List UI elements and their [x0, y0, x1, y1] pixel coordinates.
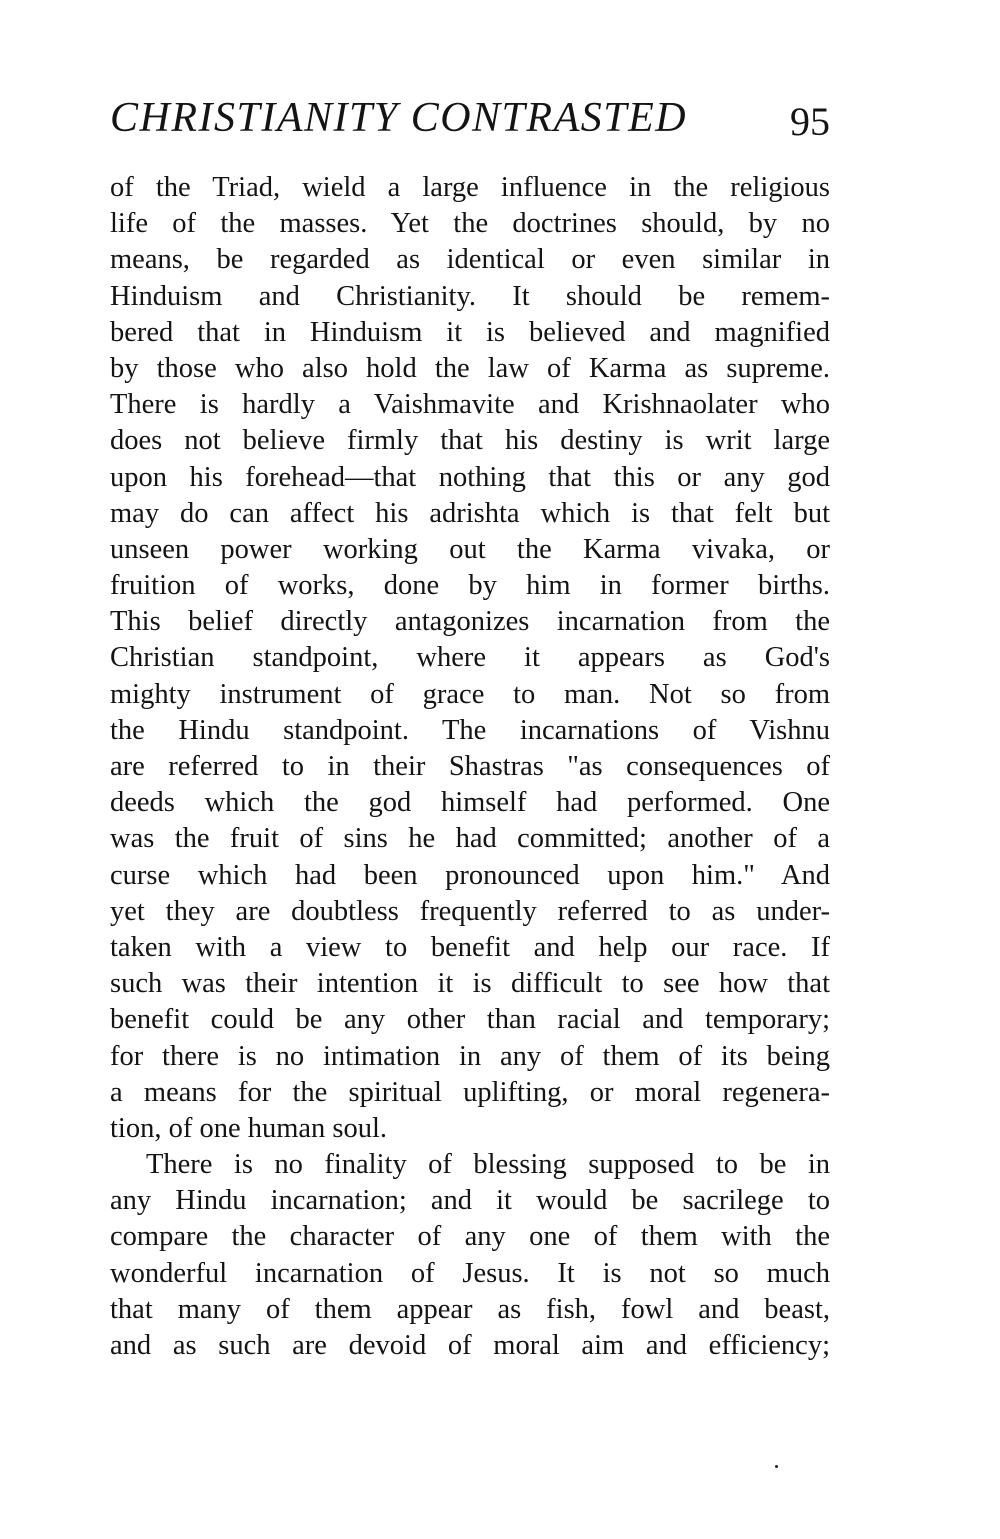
- text-line: of the Triad, wield a large influence in the religious: [110, 172, 830, 203]
- text-line: There is no finality of blessing supposed to be in: [146, 1149, 830, 1181]
- text-line: any Hindu incarnation; and it would be sacrilege to: [110, 1185, 830, 1217]
- text-line: mighty instrument of grace to man. Not so from: [110, 678, 830, 710]
- text-line: fruition of works, done by him in former births.: [110, 570, 830, 602]
- running-title: CHRISTIANITY CONTRASTED: [110, 95, 688, 141]
- text-line: This belief directly antagonizes incarnation from the: [110, 606, 830, 638]
- text-line: tion, of one human soul.: [110, 1112, 388, 1144]
- text-line: Christian standpoint, where it appears as God's: [110, 642, 830, 674]
- text-line: was the fruit of sins he had committed; another of a: [110, 823, 830, 855]
- text-line: benefit could be any other than racial and temporary;: [110, 1004, 830, 1036]
- text-line: wonderful incarnation of Jesus. It is not so much: [110, 1257, 830, 1289]
- text-line: may do can affect his adrishta which is that felt but: [110, 497, 830, 529]
- text-line: curse which had been pronounced upon him." And: [110, 859, 830, 891]
- text-line: deeds which the god himself had performed. One: [110, 787, 830, 819]
- text-line: yet they are doubtless frequently referred to as under-: [110, 895, 830, 927]
- text-line: means, be regarded as identical or even similar in: [110, 244, 830, 276]
- text-line: the Hindu standpoint. The incarnations of Vishnu: [110, 714, 830, 746]
- text-line: and as such are devoid of moral aim and efficiency;: [110, 1330, 830, 1361]
- text-line: unseen power working out the Karma vivaka, or: [110, 533, 830, 565]
- text-line: upon his forehead—that nothing that this or any god: [110, 461, 830, 493]
- text-line: a means for the spiritual uplifting, or moral regenera-: [110, 1076, 830, 1108]
- text-line: for there is no intimation in any of them of its being: [110, 1040, 830, 1072]
- text-line: There is hardly a Vaishmavite and Krishnaolater who: [110, 389, 830, 421]
- text-line: bered that in Hinduism it is believed and magnified: [110, 316, 830, 348]
- ink-speck: [775, 1465, 778, 1468]
- text-line: taken with a view to benefit and help our race. If: [110, 931, 830, 963]
- text-line: by those who also hold the law of Karma as supreme.: [110, 352, 830, 384]
- running-head: [110, 88, 830, 148]
- text-line: are referred to in their Shastras "as consequences of: [110, 751, 830, 782]
- body-text: [110, 170, 830, 1364]
- text-line: Hinduism and Christianity. It should be remem-: [110, 280, 830, 312]
- text-line: life of the masses. Yet the doctrines should, by no: [110, 208, 830, 240]
- text-line: compare the character of any one of them with the: [110, 1221, 830, 1253]
- text-line: such was their intention it is difficult to see how that: [110, 968, 830, 1000]
- text-line: that many of them appear as fish, fowl and beast,: [110, 1293, 830, 1325]
- text-line: does not believe firmly that his destiny is writ large: [110, 425, 830, 457]
- page-number: 95: [790, 99, 830, 144]
